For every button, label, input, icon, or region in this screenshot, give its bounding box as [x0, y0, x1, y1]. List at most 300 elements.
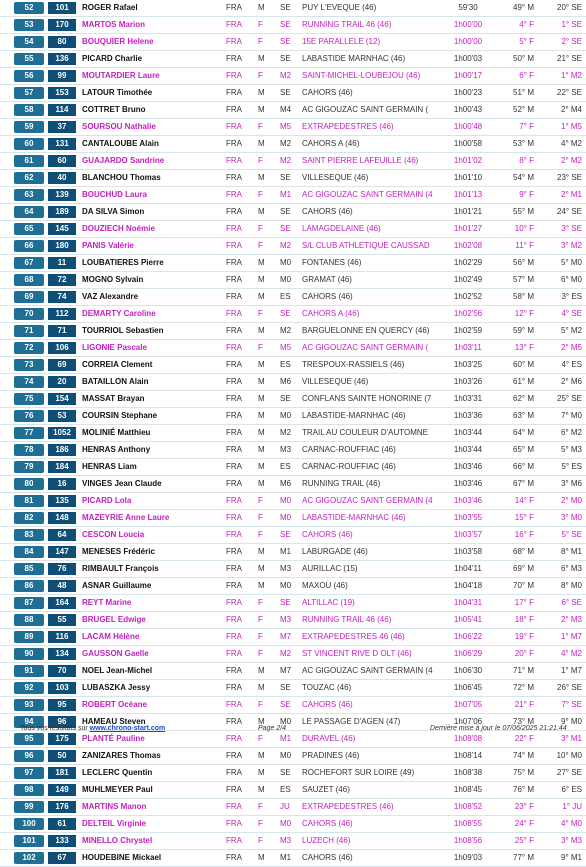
category-place: 9° M0 — [561, 717, 582, 726]
finish-time: 1h00'17 — [453, 71, 483, 80]
category: M2 — [280, 241, 292, 250]
sex: F — [258, 71, 263, 80]
nationality: FRA — [226, 700, 242, 709]
sex-place: 15° F — [514, 513, 534, 522]
rank-badge: 63 — [14, 189, 44, 201]
club: FONTANES (46) — [302, 258, 362, 267]
rank-badge: 71 — [14, 325, 44, 337]
category: M5 — [280, 343, 292, 352]
category: M0 — [280, 581, 292, 590]
finish-time: 1h03'36 — [453, 411, 483, 420]
runner-name: REYT Marine — [82, 598, 132, 607]
bib-badge: 20 — [48, 376, 76, 388]
rank-badge: 55 — [14, 53, 44, 65]
category-place: 2° M0 — [561, 496, 582, 505]
table-row — [0, 17, 586, 34]
sex-place: 25° F — [514, 836, 534, 845]
category-place: 2° M4 — [561, 105, 582, 114]
sex: F — [258, 649, 263, 658]
sex: M — [258, 717, 265, 726]
rank-badge: 68 — [14, 274, 44, 286]
table-row — [0, 578, 586, 595]
category: M3 — [280, 615, 292, 624]
category-place: 1° M7 — [561, 632, 582, 641]
category: M0 — [280, 411, 292, 420]
club: AC GIGOUZAC SAINT GERMAIN ( — [302, 105, 429, 114]
rank-badge: 73 — [14, 359, 44, 371]
bib-badge: 103 — [48, 682, 76, 694]
rank-badge: 87 — [14, 597, 44, 609]
rank-badge: 96 — [14, 750, 44, 762]
sex: F — [258, 122, 263, 131]
table-row — [0, 119, 586, 136]
table-row — [0, 238, 586, 255]
nationality: FRA — [226, 275, 242, 284]
sex: F — [258, 632, 263, 641]
club: BARGUELONNE EN QUERCY (46) — [302, 326, 430, 335]
nationality: FRA — [226, 309, 242, 318]
sex: M — [258, 581, 265, 590]
sex-place: 12° F — [514, 309, 534, 318]
runner-name: LATOUR Timothée — [82, 88, 153, 97]
category-place: 1° JU — [562, 802, 582, 811]
table-row — [0, 204, 586, 221]
finish-time: 1h01'21 — [453, 207, 483, 216]
sex: M — [258, 683, 265, 692]
club: AC GIGOUZAC SAINT GERMAIN (4 — [302, 496, 433, 505]
nationality: FRA — [226, 411, 242, 420]
rank-badge: 72 — [14, 342, 44, 354]
table-row — [0, 748, 586, 765]
category: ES — [280, 462, 291, 471]
table-row — [0, 782, 586, 799]
table-row — [0, 323, 586, 340]
sex-place: 10° F — [514, 224, 534, 233]
table-row — [0, 170, 586, 187]
sex: F — [258, 513, 263, 522]
category: M5 — [280, 122, 292, 131]
bib-badge: 114 — [48, 104, 76, 116]
category-place: 5° SE — [561, 530, 582, 539]
finish-time: 1h03'46 — [453, 462, 483, 471]
category: SE — [280, 394, 291, 403]
bib-badge: 147 — [48, 546, 76, 558]
sex-place: 58° M — [513, 292, 534, 301]
runner-name: CESCON Loucia — [82, 530, 145, 539]
rank-badge: 56 — [14, 70, 44, 82]
finish-time: 1h04'31 — [453, 598, 483, 607]
category-place: 2° M5 — [561, 343, 582, 352]
club: EXTRAPEDESTRES (46) — [302, 122, 394, 131]
rank-badge: 98 — [14, 784, 44, 796]
runner-name: MINELLO Chrystel — [82, 836, 153, 845]
table-row — [0, 544, 586, 561]
club: S/L CLUB ATHLETIQUE CAUSSAD — [302, 241, 430, 250]
runner-name: BRUGEL Edwige — [82, 615, 146, 624]
category: SE — [280, 530, 291, 539]
runner-name: PICARD Charlie — [82, 54, 143, 63]
runner-name: GAUSSON Gaelle — [82, 649, 149, 658]
category: SE — [280, 598, 291, 607]
sex-place: 11° F — [515, 241, 534, 250]
bib-badge: 189 — [48, 206, 76, 218]
bib-badge: 96 — [48, 716, 76, 728]
bib-badge: 64 — [48, 529, 76, 541]
category: JU — [280, 802, 290, 811]
category-place: 2° M2 — [561, 156, 582, 165]
table-row — [0, 374, 586, 391]
nationality: FRA — [226, 224, 242, 233]
bib-badge: 184 — [48, 461, 76, 473]
runner-name: HAMEAU Steven — [82, 717, 146, 726]
sex-place: 59° M — [513, 326, 534, 335]
category: M6 — [280, 479, 292, 488]
table-row — [0, 680, 586, 697]
category-place: 1° SE — [561, 20, 582, 29]
category-place: 3° M0 — [561, 513, 582, 522]
table-row — [0, 816, 586, 833]
bib-badge: 72 — [48, 274, 76, 286]
sex-place: 69° M — [513, 564, 534, 573]
table-row — [0, 102, 586, 119]
sex: F — [258, 224, 263, 233]
category-place: 27° SE — [557, 768, 582, 777]
rank-badge: 99 — [14, 801, 44, 813]
club: CAHORS (46) — [302, 700, 353, 709]
finish-time: 1h03'44 — [453, 445, 483, 454]
category: M0 — [280, 496, 292, 505]
club: CAHORS A (46) — [302, 139, 360, 148]
category: M6 — [280, 377, 292, 386]
nationality: FRA — [226, 343, 242, 352]
category: SE — [280, 20, 291, 29]
category-place: 8° M1 — [561, 547, 582, 556]
nationality: FRA — [226, 785, 242, 794]
chrono-start-link[interactable]: www.chrono-start.com — [89, 725, 166, 732]
finish-time: 1h03'31 — [453, 394, 483, 403]
runner-name: LOUBATIERES Pierre — [82, 258, 164, 267]
club: ST VINCENT RIVE D OLT (46) — [302, 649, 412, 658]
rank-badge: 91 — [14, 665, 44, 677]
bib-badge: 180 — [48, 240, 76, 252]
bib-badge: 55 — [48, 614, 76, 626]
nationality: FRA — [226, 360, 242, 369]
sex-place: 75° M — [513, 768, 534, 777]
sex-place: 56° M — [513, 258, 534, 267]
runner-name: COTTRET Bruno — [82, 105, 146, 114]
category-place: 2° M1 — [561, 190, 582, 199]
bib-badge: 153 — [48, 87, 76, 99]
bib-badge: 53 — [48, 410, 76, 422]
table-row — [0, 850, 586, 867]
finish-time: 1h06'30 — [453, 666, 483, 675]
sex: M — [258, 377, 265, 386]
category: SE — [280, 309, 291, 318]
bib-badge: 11 — [48, 257, 76, 269]
nationality: FRA — [226, 428, 242, 437]
category-place: 25° SE — [557, 394, 582, 403]
table-row — [0, 663, 586, 680]
category: M2 — [280, 428, 292, 437]
sex: M — [258, 207, 265, 216]
sex: M — [258, 428, 265, 437]
runner-name: DA SILVA Simon — [82, 207, 145, 216]
table-row — [0, 561, 586, 578]
sex-place: 6° F — [519, 71, 534, 80]
finish-time: 59'30 — [458, 3, 478, 12]
finish-time: 1h03'55 — [453, 513, 483, 522]
nationality: FRA — [226, 547, 242, 556]
category-place: 6° M3 — [561, 564, 582, 573]
category: SE — [280, 37, 291, 46]
bib-badge: 164 — [48, 597, 76, 609]
finish-time: 1h08'14 — [453, 751, 483, 760]
runner-name: BOUQUIER Helene — [82, 37, 154, 46]
sex-place: 53° M — [513, 139, 534, 148]
nationality: FRA — [226, 598, 242, 607]
runner-name: DOUZIECH Noémie — [82, 224, 155, 233]
nationality: FRA — [226, 496, 242, 505]
finish-time: 1h00'43 — [453, 105, 483, 114]
category-place: 7° M0 — [561, 411, 582, 420]
page-footer — [0, 722, 586, 736]
sex: M — [258, 547, 265, 556]
club: SAUZET (46) — [302, 785, 350, 794]
category: M0 — [280, 819, 292, 828]
category-place: 6° SE — [561, 598, 582, 607]
sex: M — [258, 275, 265, 284]
finish-time: 1h06'45 — [453, 683, 483, 692]
sex: F — [258, 700, 263, 709]
sex: F — [258, 496, 263, 505]
nationality: FRA — [226, 462, 242, 471]
bib-badge: 80 — [48, 36, 76, 48]
rank-badge: 52 — [14, 2, 44, 14]
rank-badge: 64 — [14, 206, 44, 218]
sex-place: 50° M — [513, 54, 534, 63]
finish-time: 1h02'08 — [453, 241, 483, 250]
finish-time: 1h04'11 — [454, 564, 482, 573]
club: CAHORS (46) — [302, 207, 353, 216]
nationality: FRA — [226, 394, 242, 403]
rank-badge: 58 — [14, 104, 44, 116]
club: CAHORS A (46) — [302, 309, 360, 318]
nationality: FRA — [226, 581, 242, 590]
sex: M — [258, 768, 265, 777]
sex-place: 23° F — [514, 802, 534, 811]
sex-place: 61° M — [513, 377, 534, 386]
nationality: FRA — [226, 445, 242, 454]
rank-badge: 84 — [14, 546, 44, 558]
nationality: FRA — [226, 122, 242, 131]
table-row — [0, 697, 586, 714]
club: 15E PARALLELE (12) — [302, 37, 381, 46]
category-place: 4° M2 — [561, 649, 582, 658]
club: LABASTIDE MARNHAC (46) — [302, 54, 406, 63]
table-row — [0, 136, 586, 153]
nationality: FRA — [226, 71, 242, 80]
table-row — [0, 646, 586, 663]
sex: M — [258, 258, 265, 267]
sex: M — [258, 173, 265, 182]
sex: F — [258, 343, 263, 352]
category: M0 — [280, 751, 292, 760]
category-place: 6° M0 — [561, 275, 582, 284]
sex: M — [258, 394, 265, 403]
category: M0 — [280, 717, 292, 726]
category-place: 2° M3 — [561, 615, 582, 624]
club: GRAMAT (46) — [302, 275, 352, 284]
club: AURILLAC (15) — [302, 564, 358, 573]
nationality: FRA — [226, 326, 242, 335]
category: M2 — [280, 71, 292, 80]
runner-name: MARTOS Marion — [82, 20, 145, 29]
rank-badge: 90 — [14, 648, 44, 660]
rank-badge: 67 — [14, 257, 44, 269]
bib-badge: 135 — [48, 495, 76, 507]
bib-badge: 50 — [48, 750, 76, 762]
table-row — [0, 153, 586, 170]
sex: M — [258, 666, 265, 675]
finish-time: 1h00'58 — [453, 139, 483, 148]
table-row — [0, 0, 586, 17]
category: M2 — [280, 326, 292, 335]
table-row — [0, 34, 586, 51]
nationality: FRA — [226, 37, 242, 46]
category-place: 1° M5 — [561, 122, 582, 131]
rank-badge: 89 — [14, 631, 44, 643]
rank-badge: 97 — [14, 767, 44, 779]
sex-place: 60° M — [513, 360, 534, 369]
category: SE — [280, 54, 291, 63]
table-row — [0, 187, 586, 204]
bib-badge: 154 — [48, 393, 76, 405]
sex-place: 17° F — [514, 598, 534, 607]
sex-place: 20° F — [514, 649, 534, 658]
sex-place: 64° M — [513, 428, 534, 437]
runner-name: BOUCHUD Laura — [82, 190, 147, 199]
club: TRESPOUX-RASSIELS (46) — [302, 360, 405, 369]
category: SE — [280, 224, 291, 233]
category-place: 4° M2 — [561, 139, 582, 148]
sex-place: 55° M — [513, 207, 534, 216]
bib-badge: 186 — [48, 444, 76, 456]
sex: M — [258, 479, 265, 488]
sex-place: 19° F — [514, 632, 534, 641]
sex-place: 14° F — [514, 496, 534, 505]
category: ES — [280, 785, 291, 794]
club: LE PASSAGE D'AGEN (47) — [302, 717, 401, 726]
nationality: FRA — [226, 836, 242, 845]
runner-name: MUHLMEYER Paul — [82, 785, 153, 794]
table-row — [0, 85, 586, 102]
footer-source — [20, 725, 165, 732]
runner-name: MAZEYRIE Anne Laure — [82, 513, 170, 522]
finish-time: 1h08'56 — [453, 836, 483, 845]
category-place: 2° SE — [561, 37, 582, 46]
rank-badge: 69 — [14, 291, 44, 303]
finish-time: 1h03'44 — [453, 428, 483, 437]
finish-time: 1h06'22 — [453, 632, 483, 641]
runner-name: PANIS Valérie — [82, 241, 134, 250]
category-place: 9° M1 — [561, 853, 582, 862]
club: CAHORS (46) — [302, 88, 353, 97]
rank-badge: 100 — [14, 818, 44, 830]
nationality: FRA — [226, 377, 242, 386]
nationality: FRA — [226, 649, 242, 658]
table-row — [0, 391, 586, 408]
sex: M — [258, 105, 265, 114]
finish-time: 1h00'00 — [453, 20, 483, 29]
runner-name: DEMARTY Caroline — [82, 309, 156, 318]
runner-name: MARTINS Manon — [82, 802, 147, 811]
category-place: 5° M3 — [561, 445, 582, 454]
sex: F — [258, 309, 263, 318]
sex: M — [258, 139, 265, 148]
finish-time: 1h03'46 — [453, 479, 483, 488]
finish-time: 1h08'55 — [453, 819, 483, 828]
finish-time: 1h02'49 — [453, 275, 483, 284]
finish-time: 1h03'26 — [453, 377, 483, 386]
category-place: 5° M0 — [561, 258, 582, 267]
sex: F — [258, 530, 263, 539]
rank-badge: 60 — [14, 138, 44, 150]
sex-place: 9° F — [519, 190, 534, 199]
rank-badge: 88 — [14, 614, 44, 626]
category-place: 3° M3 — [561, 836, 582, 845]
sex-place: 7° F — [519, 122, 534, 131]
sex: M — [258, 751, 265, 760]
runner-name: ROGER Rafael — [82, 3, 138, 12]
runner-name: MOGNO Sylvain — [82, 275, 144, 284]
bib-badge: 37 — [48, 121, 76, 133]
club: ROCHEFORT SUR LOIRE (49) — [302, 768, 415, 777]
sex-place: 13° F — [514, 343, 534, 352]
category-place: 5° M2 — [561, 326, 582, 335]
rank-badge: 102 — [14, 852, 44, 864]
club: CAHORS (46) — [302, 530, 353, 539]
runner-name: LACAM Hélène — [82, 632, 140, 641]
category-place: 24° SE — [557, 207, 582, 216]
sex: F — [258, 734, 263, 743]
finish-time: 1h03'11 — [454, 343, 482, 352]
sex-place: 66° M — [513, 462, 534, 471]
sex-place: 74° M — [513, 751, 534, 760]
category-place: 20° SE — [557, 3, 582, 12]
club: SAINT-MICHEL-LOUBEJOU (46) — [302, 71, 421, 80]
category: M0 — [280, 275, 292, 284]
table-row — [0, 357, 586, 374]
club: DURAVEL (46) — [302, 734, 356, 743]
runner-name: BATAILLON Alain — [82, 377, 149, 386]
club: VILLESEQUE (46) — [302, 377, 369, 386]
table-row — [0, 527, 586, 544]
category: M3 — [280, 564, 292, 573]
bib-badge: 145 — [48, 223, 76, 235]
category: SE — [280, 173, 291, 182]
rank-badge: 61 — [14, 155, 44, 167]
club: TRAIL AU COULEUR D'AUTOMNE — [302, 428, 428, 437]
nationality: FRA — [226, 88, 242, 97]
bib-badge: 101 — [48, 2, 76, 14]
sex: F — [258, 190, 263, 199]
runner-name: RIMBAULT François — [82, 564, 159, 573]
bib-badge: 139 — [48, 189, 76, 201]
finish-time: 1h04'18 — [453, 581, 483, 590]
bib-badge: 60 — [48, 155, 76, 167]
bib-badge: 112 — [48, 308, 76, 320]
bib-badge: 71 — [48, 325, 76, 337]
